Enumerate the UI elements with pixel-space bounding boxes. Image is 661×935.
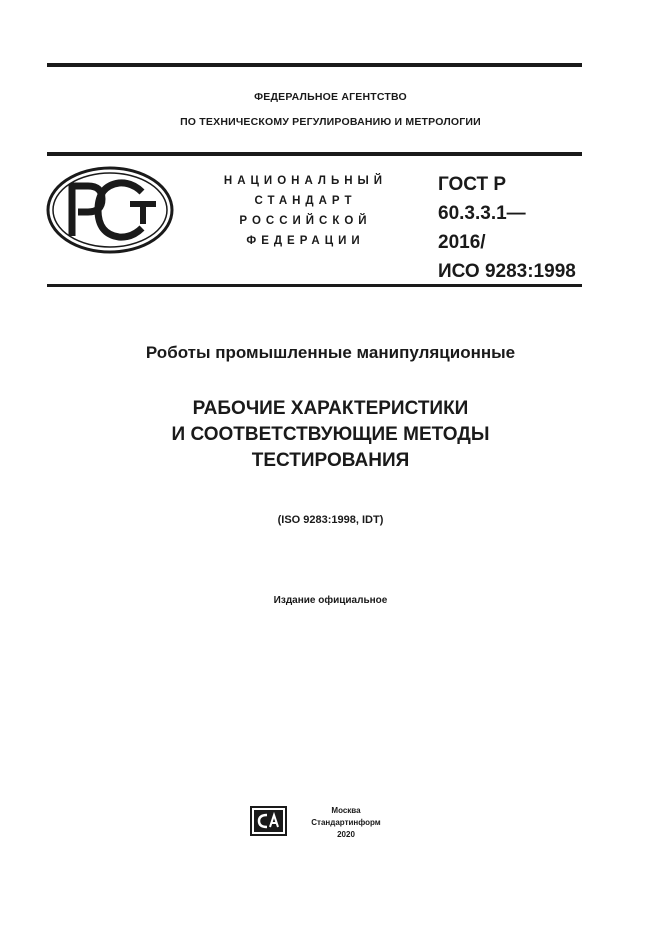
publisher-city: Москва [331, 806, 361, 815]
title-line-2: И СООТВЕТСТВУЮЩИЕ МЕТОДЫ [171, 424, 490, 445]
document-title [0, 396, 661, 474]
rst-certification-emblem-icon [46, 166, 174, 254]
header-rule [47, 152, 582, 156]
title-line-3: ТЕСТИРОВАНИЯ [251, 450, 410, 471]
publisher-year: 2020 [337, 830, 355, 839]
designation-line-4: ИСО 9283:1998 [438, 261, 576, 282]
standartinform-logo-icon [250, 806, 287, 836]
designation-line-1: ГОСТ Р [438, 174, 507, 195]
publisher-name: Стандартинформ [311, 818, 381, 827]
edition-label: Издание официальное [273, 595, 388, 606]
national-standard-label [203, 171, 408, 251]
national-standard-line-4: ФЕДЕРАЦИИ [246, 235, 365, 247]
agency-line-2: ПО ТЕХНИЧЕСКОМУ РЕГУЛИРОВАНИЮ И МЕТРОЛОГИИ [180, 116, 481, 128]
designation-line-3: 2016/ [438, 232, 486, 253]
national-standard-line-3: РОССИЙСКОЙ [239, 215, 372, 227]
national-standard-line-2: СТАНДАРТ [254, 195, 357, 207]
national-standard-line-1: НАЦИОНАЛЬНЫЙ [223, 175, 388, 187]
iso-reference: (ISO 9283:1998, IDT) [277, 514, 384, 526]
designation-rule [47, 284, 582, 287]
agency-line-1: ФЕДЕРАЛЬНОЕ АГЕНТСТВО [254, 91, 407, 103]
standard-designation [438, 170, 576, 286]
document-subtitle: Роботы промышленные манипуляционные [145, 343, 516, 362]
designation-line-2: 60.3.3.1— [438, 203, 526, 224]
publisher-block [306, 805, 386, 841]
title-line-1: РАБОЧИЕ ХАРАКТЕРИСТИКИ [192, 398, 469, 419]
top-rule [47, 63, 582, 67]
